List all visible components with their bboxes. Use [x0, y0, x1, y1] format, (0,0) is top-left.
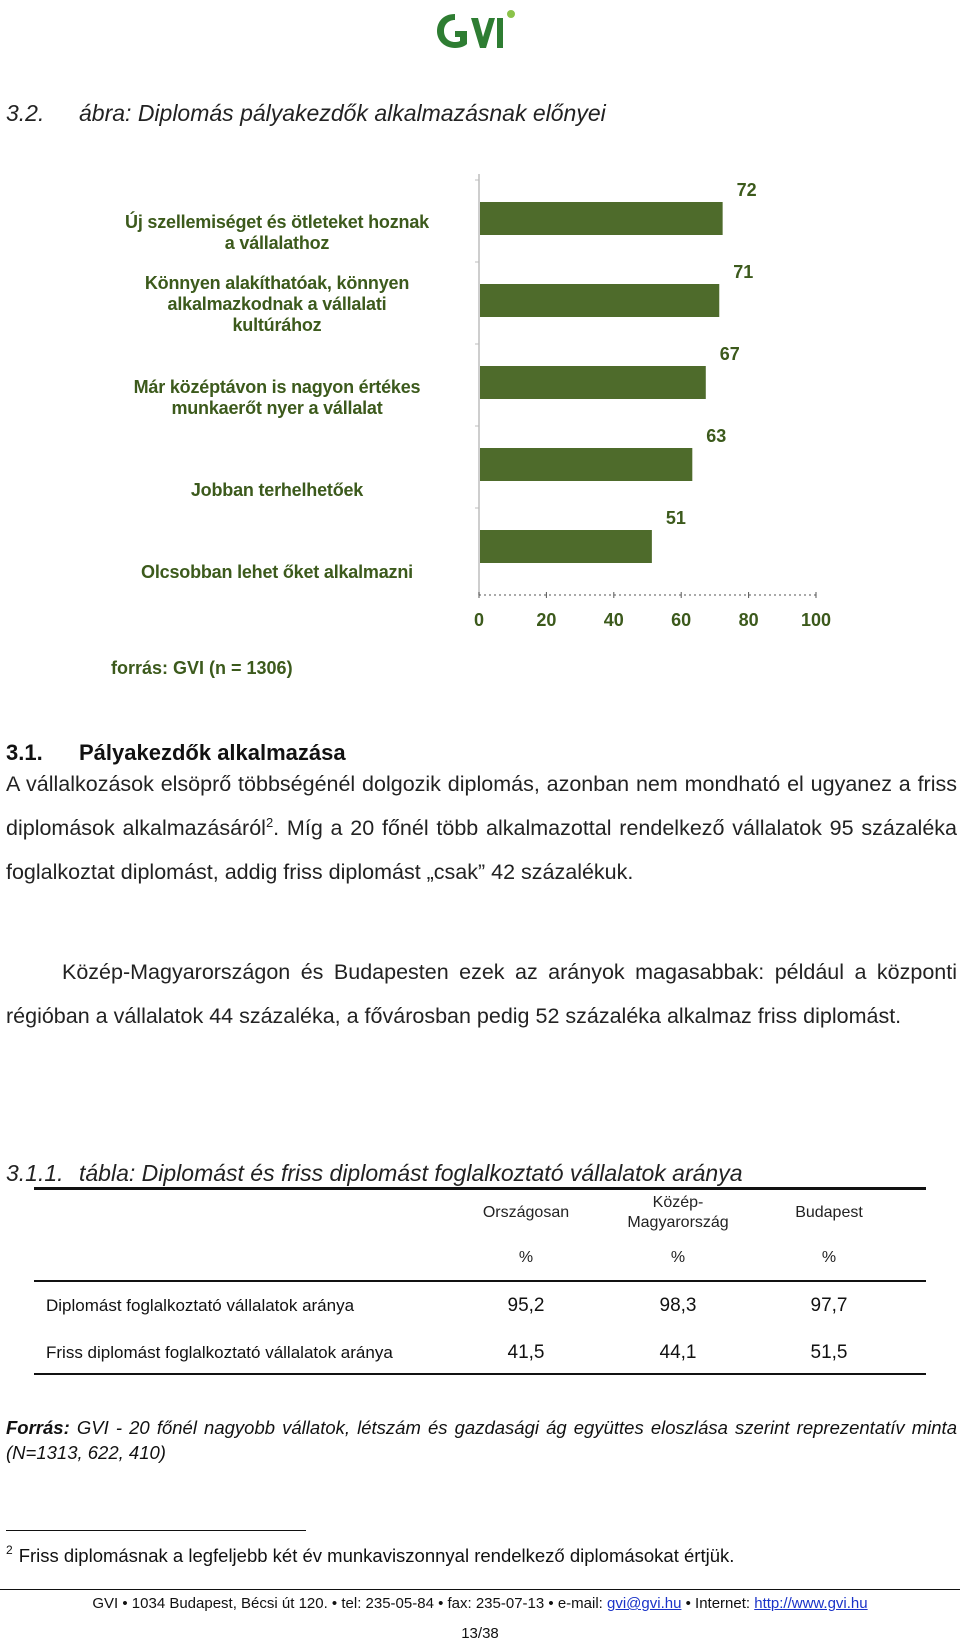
- x-tick-label: 40: [603, 610, 624, 630]
- footer-internet-label: • Internet:: [681, 1595, 755, 1612]
- footnote-text: Friss diplomásnak a legfeljebb két év munkaviszonnyal rendelkező diplomásokat értjük.: [18, 1545, 735, 1566]
- bar: [480, 530, 652, 563]
- data-label: 51: [665, 508, 686, 528]
- footnote-divider: [6, 1530, 306, 1531]
- category-label: Olcsobban lehet őket alkalmazni: [141, 562, 413, 582]
- email-link[interactable]: gvi@gvi.hu: [607, 1595, 682, 1612]
- category-label: Új szellemiséget és ötleteket hoznak a vállalathoz: [125, 212, 429, 253]
- data-label: 72: [736, 180, 757, 200]
- table-source-label: Forrás:: [6, 1417, 70, 1438]
- chart-plot: [0, 170, 960, 650]
- footnote-marker: 2: [6, 1543, 13, 1557]
- cell-value: 41,5: [507, 1342, 545, 1363]
- paragraph-1: [6, 762, 957, 894]
- figure-number: 3.2.: [6, 100, 45, 126]
- cell-value: 98,3: [659, 1295, 697, 1316]
- paragraph-1-text-cont: . Míg a 20 főnél több alkalmazottal rendelkező vállalatok 95 százaléka foglalkoztat diplomást, addig friss diplomást „csak” 42 százalékuk.: [6, 816, 957, 884]
- table-source-text: GVI - 20 főnél nagyobb vállatok, létszám és gazdasági ág együttes eloszlása szerint reprezentatív minta (N=1313, 622, 410): [6, 1417, 957, 1463]
- bar-chart: [0, 170, 960, 690]
- bar: [480, 202, 723, 235]
- gvi-logo-icon: [433, 4, 523, 54]
- x-tick-label: 60: [671, 610, 692, 630]
- cell-value: 95,2: [507, 1295, 545, 1316]
- unit-kozep-magyarorszag: %: [670, 1249, 686, 1266]
- section-number: 3.1.: [6, 740, 43, 765]
- cell-value: 44,1: [659, 1342, 697, 1363]
- footer-address: GVI • 1034 Budapest, Bécsi út 120. • tel: 235-05-84 • fax: 235-07-13 • e-mail:: [92, 1595, 607, 1612]
- table-title-text: tábla: Diplomást és friss diplomást foglalkoztató vállalatok aránya: [79, 1160, 743, 1186]
- website-link[interactable]: http://www.gvi.hu: [754, 1595, 868, 1612]
- footnote: [6, 1543, 734, 1567]
- table-top-rule: [34, 1187, 926, 1190]
- cell-value: 97,7: [810, 1295, 848, 1316]
- paragraph-1-text: A vállalkozások elsöprő többségénél dolgozik diplomás, azonban nem mondható el ugyanez a friss diplomások alkalmazásáról: [6, 772, 957, 840]
- chart-source-note: forrás: GVI (n = 1306): [111, 658, 293, 678]
- data-label: 67: [719, 344, 740, 364]
- x-tick-label: 100: [800, 610, 832, 630]
- table-title: [6, 1160, 743, 1187]
- page-footer: [0, 1595, 960, 1612]
- row-label: Diplomást foglalkoztató vállalatok aránya: [46, 1296, 355, 1315]
- x-tick-label: 80: [738, 610, 759, 630]
- unit-orszagosan: %: [518, 1249, 534, 1266]
- table-number: 3.1.1.: [6, 1160, 64, 1186]
- bar: [480, 366, 706, 399]
- category-label: Már középtávon is nagyon értékes munkaerőt nyer a vállalat: [133, 377, 421, 418]
- table-header-rule: [34, 1280, 926, 1282]
- footnote-ref[interactable]: 2: [265, 814, 274, 830]
- figure-title: [6, 100, 606, 127]
- col-header-budapest: Budapest: [795, 1204, 863, 1221]
- category-label: Jobban terhelhetőek: [190, 480, 364, 500]
- data-label: 71: [733, 262, 754, 282]
- x-tick-label: 20: [536, 610, 557, 630]
- table-source: [6, 1415, 957, 1465]
- page-number: 13/38: [461, 1625, 499, 1642]
- category-label: Könnyen alakíthatóak, könnyen alkalmazkodnak a vállalati kultúrához: [144, 273, 410, 335]
- cell-value: 51,5: [810, 1342, 848, 1363]
- x-tick-label: 0: [473, 610, 485, 630]
- row-label: Friss diplomást foglalkoztató vállalatok aránya: [46, 1343, 393, 1362]
- unit-budapest: %: [821, 1249, 837, 1266]
- bar: [480, 284, 719, 317]
- figure-title-text: ábra: Diplomás pályakezdők alkalmazásnak előnyei: [79, 100, 606, 126]
- table-bottom-rule: [34, 1373, 926, 1375]
- paragraph-2: Közép-Magyarországon és Budapesten ezek az arányok magasabbak: például a központi régióban a vállalatok 44 százaléka, a fővárosban pedig 52 százaléka alkalmaz friss diplomást.: [6, 960, 957, 1028]
- footer-divider: [0, 1589, 960, 1590]
- col-header-orszagosan: Országosan: [482, 1204, 570, 1221]
- col-header-kozep-magyarorszag: Közép- Magyarország: [627, 1194, 729, 1231]
- data-label: 63: [706, 426, 727, 446]
- section-title: Pályakezdők alkalmazása: [79, 740, 346, 765]
- bar: [480, 448, 692, 481]
